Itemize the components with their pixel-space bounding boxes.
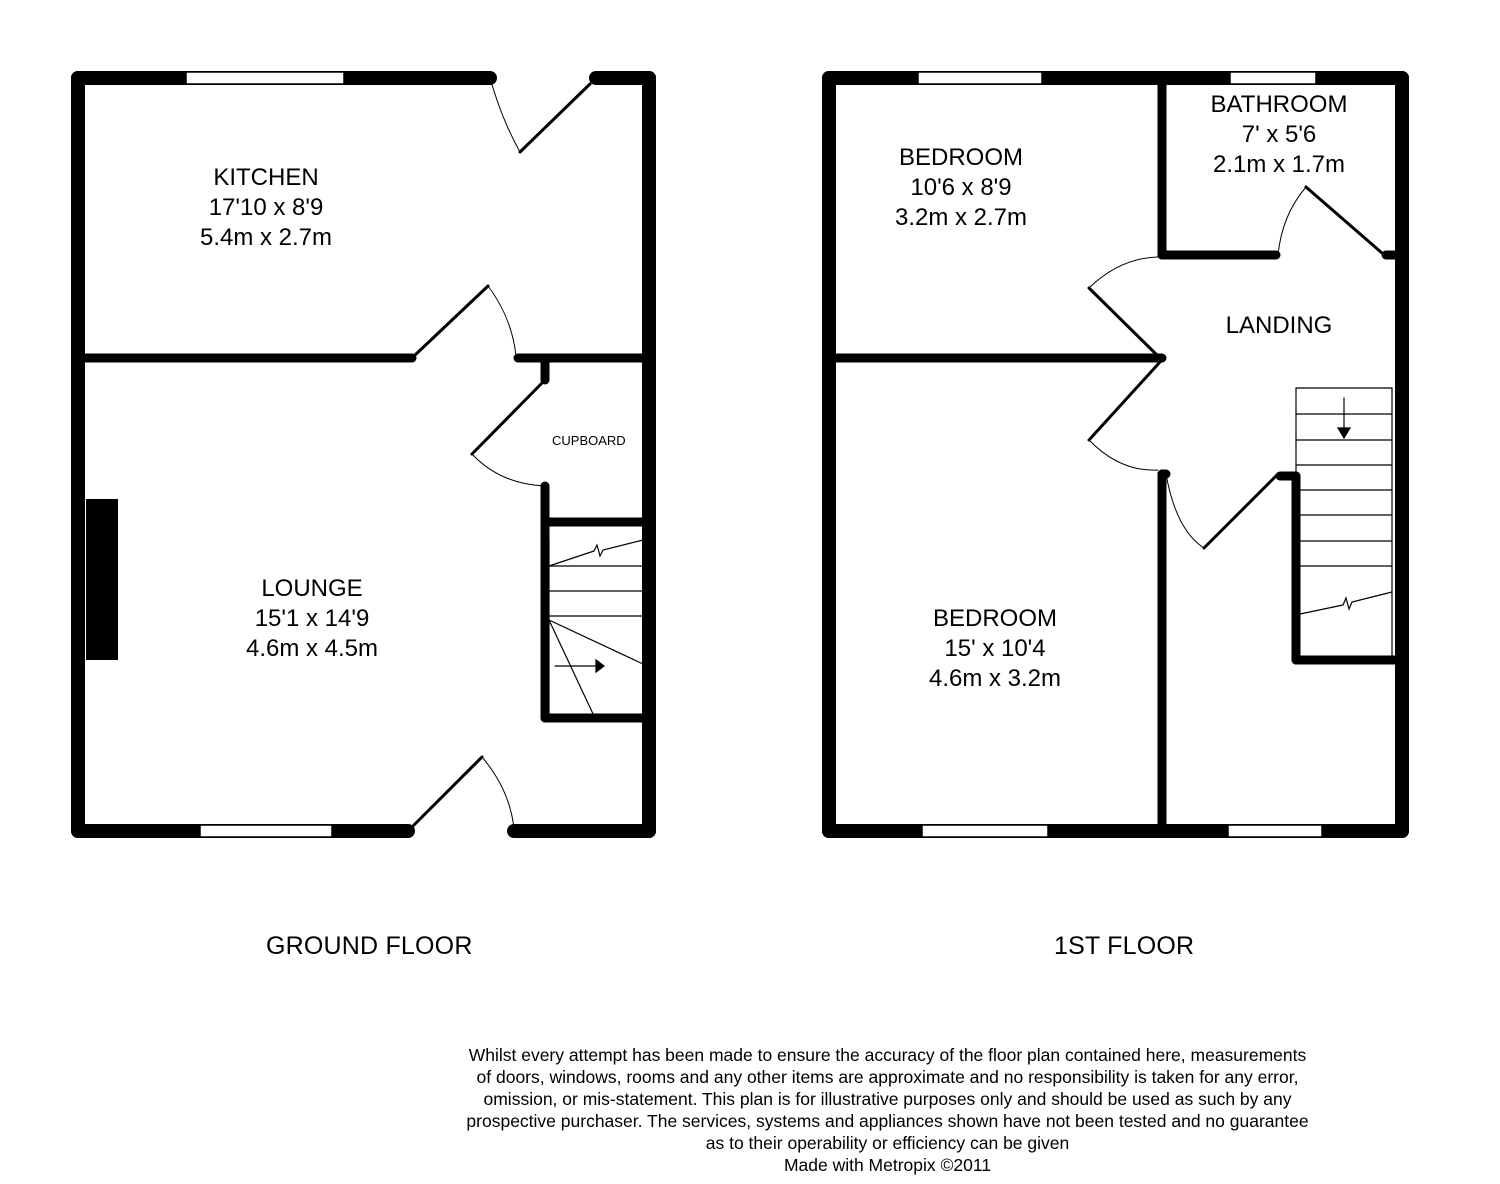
bedroom-front-metric: 4.6m x 3.2m xyxy=(928,665,1062,692)
bathroom-metric: 2.1m x 1.7m xyxy=(1212,151,1346,178)
ground-floor-stairs xyxy=(549,540,643,716)
bedroom-front-name: BEDROOM xyxy=(932,605,1058,632)
lounge-name: LOUNGE xyxy=(261,575,363,602)
bedroom-rear-metric: 3.2m x 2.7m xyxy=(894,204,1028,231)
landing-label: LANDING xyxy=(1225,312,1333,339)
made-with-credit: Made with Metropix ©2011 xyxy=(783,1155,992,1175)
lounge-imperial: 15'1 x 14'9 xyxy=(254,605,370,632)
disclaimer-line: omission, or mis-statement. This plan is for illustrative purposes only and should be used as such by any xyxy=(483,1089,1292,1109)
bathroom-name: BATHROOM xyxy=(1210,91,1348,118)
bedroom-rear-imperial: 10'6 x 8'9 xyxy=(910,174,1012,201)
bathroom-imperial: 7' x 5'6 xyxy=(1241,121,1317,148)
kitchen-name: KITCHEN xyxy=(213,164,319,191)
kitchen-label xyxy=(200,164,332,251)
kitchen-imperial: 17'10 x 8'9 xyxy=(208,194,324,221)
disclaimer xyxy=(400,1044,1375,1176)
bedroom-front-label xyxy=(929,605,1061,692)
lounge-label xyxy=(246,575,378,662)
bathroom-label xyxy=(1211,91,1348,178)
disclaimer-line: prospective purchaser. The services, systems and appliances shown have not been tested and no guarantee xyxy=(466,1111,1309,1131)
chimney-breast xyxy=(86,499,118,660)
disclaimer-line: as to their operability or efficiency can be given xyxy=(705,1133,1070,1153)
disclaimer-line: Whilst every attempt has been made to ensure the accuracy of the floor plan contained here, measurements xyxy=(468,1045,1307,1065)
first-floor-title: 1ST FLOOR xyxy=(1054,932,1195,960)
bedroom-front-imperial: 15' x 10'4 xyxy=(944,635,1046,662)
ground-floor-title: GROUND FLOOR xyxy=(266,932,473,960)
cupboard-label: CUPBOARD xyxy=(552,433,626,448)
first-floor-stairs xyxy=(1296,388,1392,656)
lounge-metric: 4.6m x 4.5m xyxy=(245,635,379,662)
disclaimer-line: of doors, windows, rooms and any other items are approximate and no responsibility is taken for any error, xyxy=(476,1067,1299,1087)
bedroom-rear-label xyxy=(895,144,1027,231)
bedroom-rear-name: BEDROOM xyxy=(898,144,1024,171)
kitchen-metric: 5.4m x 2.7m xyxy=(199,224,333,251)
first-floor-doors xyxy=(1089,187,1382,548)
ground-floor-internal-walls xyxy=(86,358,643,718)
